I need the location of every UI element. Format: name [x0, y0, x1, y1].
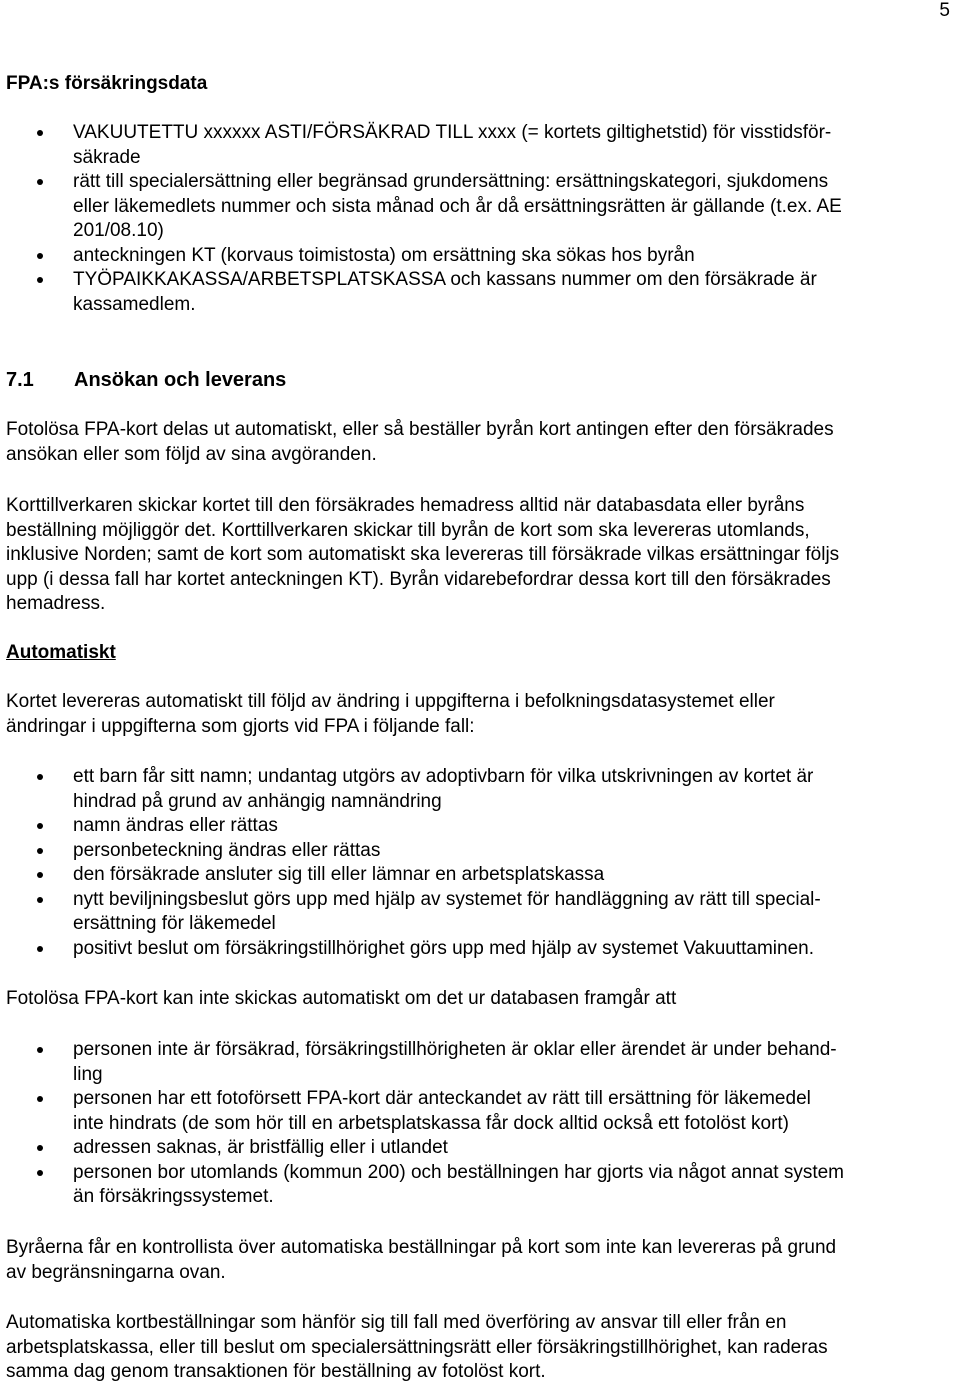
list-item: nytt beviljningsbeslut görs upp med hjälp av systemet för handläggning av rätt till special- ersättning för läkemedel: [0, 888, 950, 937]
section-heading: [6, 369, 286, 392]
paragraph: Kortet levereras automatiskt till följd av ändring i uppgifterna i befolkningsdatasystemet eller ändringar i uppgifterna som gjorts vid FPA i följande fall:: [6, 691, 775, 737]
list-item: positivt beslut om försäkringstillhörighet görs upp med hjälp av systemet Vakuuttaminen.: [0, 937, 950, 962]
list-item: personen inte är försäkrad, försäkringstillhörigheten är oklar eller ärendet är under behand- ling: [0, 1038, 950, 1087]
list-item: VAKUUTETTU xxxxxx ASTI/FÖRSÄKRAD TILL xxxx (= kortets giltighetstid) för visstidsför- säkrade: [0, 121, 950, 170]
list-item: namn ändras eller rättas: [0, 814, 950, 839]
paragraph: Fotolösa FPA-kort delas ut automatiskt, eller så beställer byrån kort antingen efter den försäkrades ansökan eller som följd av sina avgöranden.: [6, 419, 834, 465]
list-item: anteckningen KT (korvaus toimistosta) om ersättning ska sökas hos byrån: [0, 244, 950, 269]
section-number: 7.1: [6, 369, 34, 391]
section-heading-title: Ansökan och leverans: [74, 369, 287, 391]
card-data-list: [0, 121, 950, 317]
list-item: personen bor utomlands (kommun 200) och beställningen har gjorts via något annat system än försäkringssystemet.: [0, 1161, 950, 1210]
list-item: adressen saknas, är bristfällig eller i utlandet: [0, 1136, 950, 1161]
subheading: Automatiskt: [6, 642, 116, 663]
automatic-cases-list: [0, 765, 950, 961]
list-item: den försäkrade ansluter sig till eller lämnar en arbetsplatskassa: [0, 863, 950, 888]
paragraph: Automatiska kortbeställningar som hänför sig till fall med överföring av ansvar till eller från en arbetsplatskassa, eller till beslut om specialersättningsrätt eller försäkringstillhörighet, kan raderas samma dag genom transaktionen för beställning av fotolöst kort.: [6, 1312, 828, 1382]
page-number: 5: [939, 0, 950, 21]
list-item: rätt till specialersättning eller begränsad grundersättning: ersättningskategori, sjukdomens eller läkemedlets nummer och sista månad och år då ersättningsrätten är gällande (t.ex. AE 201/08.10): [0, 170, 950, 244]
list-item: ett barn får sitt namn; undantag utgörs av adoptivbarn för vilka utskrivningen av kortet är hindrad på grund av anhängig namnändring: [0, 765, 950, 814]
paragraph: Fotolösa FPA-kort kan inte skickas automatiskt om det ur databasen framgår att: [6, 988, 677, 1009]
list-item: personbeteckning ändras eller rättas: [0, 839, 950, 864]
section-title: FPA:s försäkringsdata: [6, 73, 208, 94]
paragraph: Korttillverkaren skickar kortet till den försäkrades hemadress alltid när databasdata eller byråns beställning möjliggör det. Korttillverkaren skickar till byrån de kort som ska levereras utomlands, inklusive Norden; samt de kort som automatiskt ska levereras till försäkrade vilkas ersättningar följs upp (i dessa fall har kortet anteckningen KT). Byrån vidarebefordrar dessa kort till den försäkrades hemadress.: [6, 495, 840, 614]
list-item: personen har ett fotoförsett FPA-kort där anteckandet av rätt till ersättning för läkemedel inte hindrats (de som hör till en arbetsplatskassa får dock alltid också ett fotolöst kort): [0, 1087, 950, 1136]
paragraph: Byråerna får en kontrollista över automatiska beställningar på kort som inte kan levereras på grund av begränsningarna ovan.: [6, 1237, 837, 1283]
exclusions-list: [0, 1038, 950, 1210]
list-item: TYÖPAIKKAKASSA/ARBETSPLATSKASSA och kassans nummer om den försäkrade är kassamedlem.: [0, 268, 950, 317]
